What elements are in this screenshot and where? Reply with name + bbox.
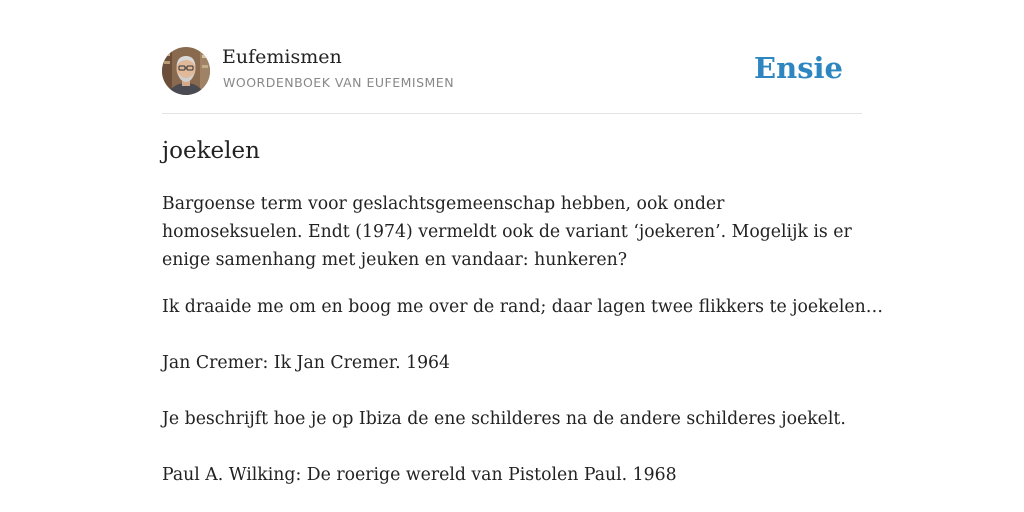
brand-logo[interactable]: Ensie	[754, 51, 843, 85]
entry-definition: Bargoense term voor geslachtsgemeenschap hebben, ook onder homoseksuelen. Endt (1974) vermeldt ook de variant ‘joekeren’. Mogelijk is er enige samenhang met jeuken en vandaar: hunkeren?	[162, 194, 852, 270]
person-portrait-avatar-icon	[162, 47, 210, 95]
quote-source: Jan Cremer: Ik Jan Cremer. 1964	[162, 353, 451, 373]
page	[162, 0, 884, 512]
author-subtitle[interactable]: WOORDENBOEK VAN EUFEMISMEN	[223, 75, 455, 90]
header	[162, 46, 862, 96]
author-name[interactable]: Eufemismen	[222, 46, 342, 68]
divider	[162, 113, 862, 114]
entry-title: joekelen	[162, 138, 260, 164]
quote-text: Ik draaide me om en boog me over de rand; daar lagen twee flikkers te joekelen…	[162, 297, 884, 317]
avatar[interactable]	[162, 47, 210, 95]
quote-text: Je beschrijft hoe je op Ibiza de ene schilderes na de andere schilderes joekelt.	[162, 409, 846, 429]
quote-source: Paul A. Wilking: De roerige wereld van Pistolen Paul. 1968	[162, 465, 677, 485]
